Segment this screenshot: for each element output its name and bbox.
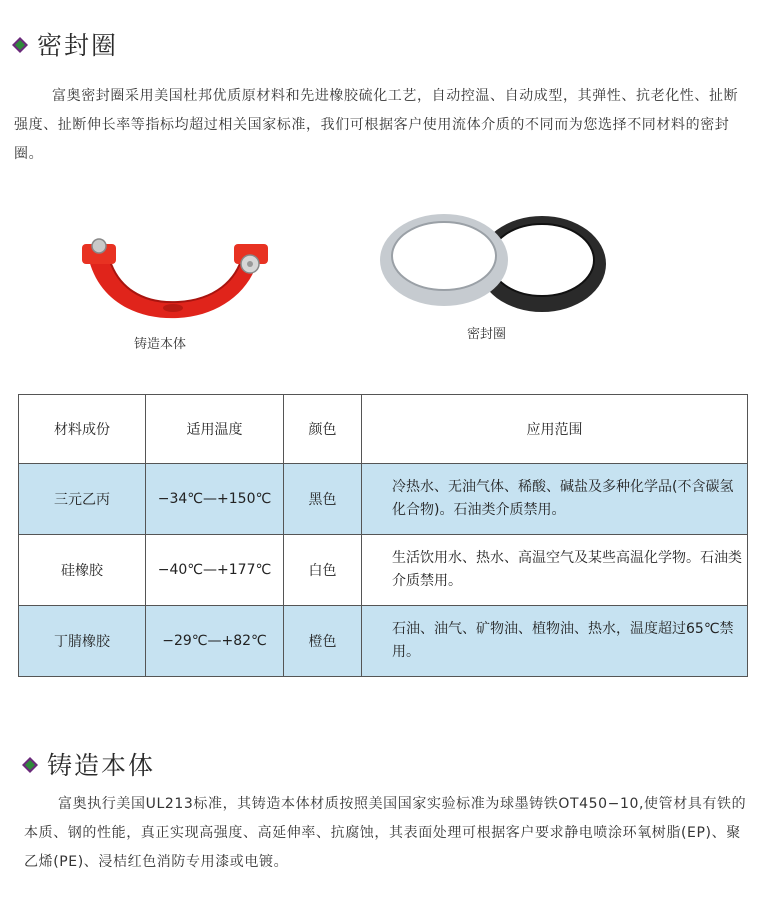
diamond-bullet-icon — [22, 757, 37, 772]
cell-application: 生活饮用水、热水、高温空气及某些高温化学物。石油类介质禁用。 — [362, 535, 748, 606]
cell-color: 橙色 — [284, 606, 362, 677]
cell-temperature: −34℃—+150℃ — [146, 464, 284, 535]
cell-temperature: −29℃—+82℃ — [146, 606, 284, 677]
diamond-bullet-icon — [12, 37, 27, 52]
material-spec-table — [18, 394, 748, 677]
table-header-row — [19, 395, 748, 464]
table-row — [19, 535, 748, 606]
section-title-sealing-ring — [12, 26, 118, 62]
coupling-body-caption: 铸造本体 — [134, 337, 187, 352]
cell-temperature: −40℃—+177℃ — [146, 535, 284, 606]
sealing-ring-caption: 密封圈 — [467, 327, 507, 342]
cell-application: 石油、油气、矿物油、植物油、热水，温度超过65℃禁用。 — [362, 606, 748, 677]
cell-material: 丁腈橡胶 — [19, 606, 146, 677]
header-material: 材料成份 — [19, 395, 146, 464]
table-row — [19, 464, 748, 535]
cell-color: 白色 — [284, 535, 362, 606]
section-title-text: 铸造本体 — [47, 751, 156, 780]
header-color: 颜色 — [284, 395, 362, 464]
header-application: 应用范围 — [362, 395, 748, 464]
cell-application: 冷热水、无油气体、稀酸、碱盐及多种化学品(不含碳氢化合物)。石油类介质禁用。 — [362, 464, 748, 535]
sealing-ring-description: 富奥密封圈采用美国杜邦优质原材料和先进橡胶硫化工艺，自动控温、自动成型，其弹性、抗老化性、扯断强度、扯断伸长率等指标均超过相关国家标准，我们可根据客户使用流体介质的不同而为您选择不同材料的密封圈。 — [14, 88, 739, 162]
sealing-rings-image — [372, 204, 612, 316]
cell-material: 三元乙丙 — [19, 464, 146, 535]
cell-color: 黑色 — [284, 464, 362, 535]
section-title-text: 密封圈 — [37, 31, 119, 60]
table-row — [19, 606, 748, 677]
cell-material: 硅橡胶 — [19, 535, 146, 606]
casting-body-description: 富奥执行美国UL213标准，其铸造本体材质按照美国国家实验标准为球墨铸铁OT450−10,使管材具有铁的本质、钢的性能，真正实现高强度、高延伸率、抗腐蚀，其表面处理可根据客户要求静电喷涂环氧树脂(EP)、聚乙烯(PE)、浸桔红色消防专用漆或电镀。 — [24, 796, 747, 870]
coupling-body-image — [78, 222, 268, 322]
header-temperature: 适用温度 — [146, 395, 284, 464]
section-title-casting-body — [22, 746, 155, 782]
